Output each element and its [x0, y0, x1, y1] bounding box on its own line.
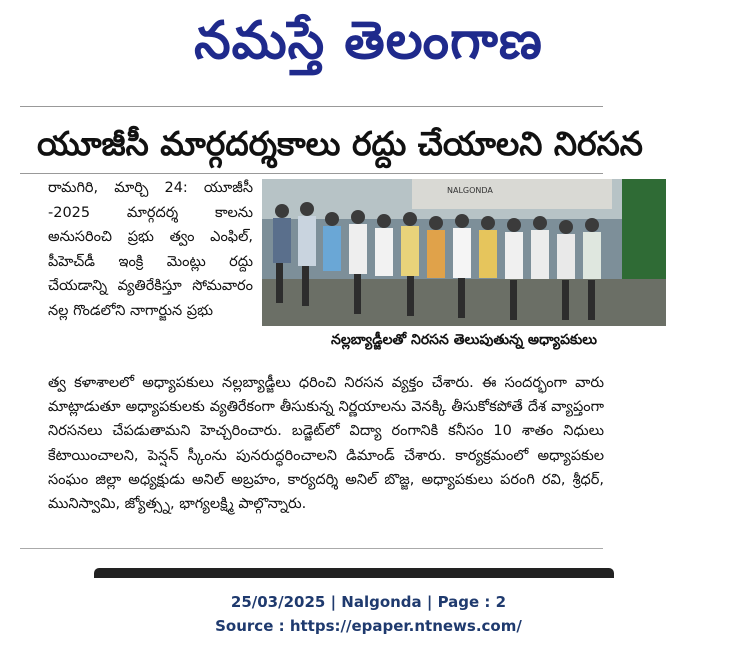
- article-intro-column: [48, 176, 253, 324]
- footer-source-line: Source : https://epaper.ntnews.com/: [215, 617, 522, 635]
- top-divider: [20, 106, 603, 107]
- protest-photo-illustration: [262, 179, 666, 326]
- newspaper-logo: నమస్తే తెలంగాణ: [194, 11, 543, 71]
- masthead: [0, 4, 737, 78]
- article-intro-text: యూజీసీ -2025 మార్గదర్శ కాలను అనుసరించి ప్రభు త్వం ఎంఫిల్, పీహెచ్‌డీ ఇంక్రి మెంట్లు రద్దు చేయడాన్ని వ్యతిరేకిస్తూ సోమవారం నల్ల గొండలోని నాగార్జున ప్రభు: [48, 180, 254, 319]
- photo-sign-text: NALGONDA: [447, 186, 493, 195]
- article-body-text: త్వ కళాశాలలో అధ్యాపకులు నల్లబ్యాడ్జీలు ధరించి నిరసన వ్యక్తం చేశారు. ఈ సందర్భంగా వారు మాట్లాడుతూ అధ్యాపకులకు వ్యతిరేకంగా తీసుకున్న నిర్ణయాలను వెనక్కి తీసుకోకపోతే దేశ వ్యాప్తంగా నిరసనలు చేపడుతామని హెచ్చరించారు. బడ్జెట్‌లో విద్యా రంగానికి కనీసం 10 శాతం నిధులు కేటాయించాలని, పెన్షన్ స్కీంను పునరుద్ధరించాలని డిమాండ్ చేశారు. కార్యక్రమంలో అధ్యాపకుల సంఘం జిల్లా అధ్యక్షుడు అనిల్ అబ్రహం, కార్యదర్శి అనిల్ బొజ్జ, అధ్యాపకులు పరంగి రవి, శ్రీధర్, మునిస్వామి, జ్యోత్స్న, భాగ్యలక్ష్మి పాల్గొన్నారు.: [48, 375, 604, 513]
- photo-caption: నల్లబ్యాడ్జీలతో నిరసన తెలుపుతున్న అధ్యాపకులు: [331, 332, 597, 348]
- article-dateline: రామగిరి, మార్చి 24:: [48, 180, 188, 196]
- headline-divider: [20, 173, 603, 174]
- article-headline: యూజీసీ మార్గదర్శకాలు రద్దు చేయాలని నిరసన: [37, 124, 643, 163]
- next-article-headline-cropped: [94, 568, 614, 578]
- article-photo: [262, 179, 666, 326]
- footer-date-line: 25/03/2025 | Nalgonda | Page : 2: [230, 593, 507, 611]
- bottom-divider: [20, 548, 603, 549]
- article-body: [48, 371, 604, 516]
